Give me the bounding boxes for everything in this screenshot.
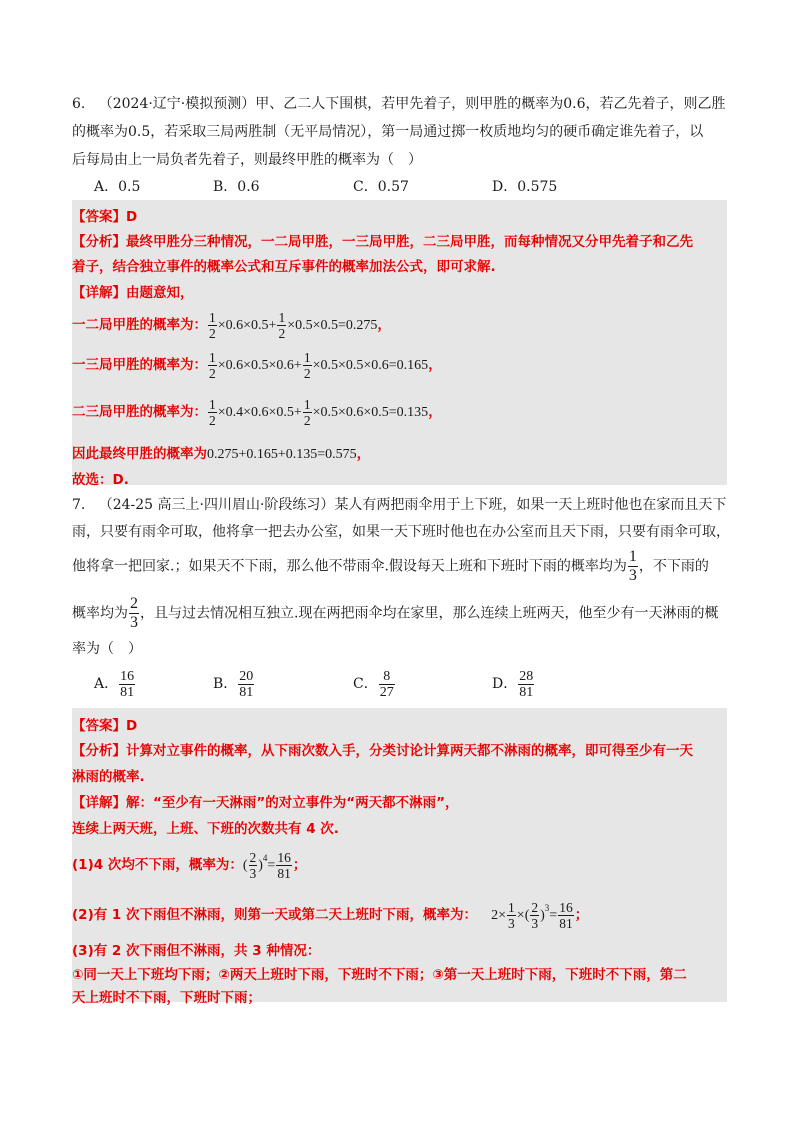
q6-option-b: B．0.6 bbox=[213, 179, 260, 195]
q6-analysis-line2: 着子，结合独立事件的概率公式和互斥事件的概率加法公式，即可求解. bbox=[72, 259, 496, 275]
q6-source: （2024·辽宁·模拟预测） bbox=[98, 96, 256, 112]
q6-case3: 二三局甲胜的概率为： $\frac{1}{2}$ ×0.4×0.6×0.5+ $\frac{1}{2}$ ×0.5×0.6×0.5=0.135， bbox=[72, 396, 442, 428]
q6-total: 因此最终甲胜的概率为0.275+0.165+0.135=0.575， bbox=[72, 446, 371, 462]
q6-option-c: C．0.57 bbox=[353, 179, 409, 195]
q7-detail-line2: 连续上两天班，上班、下班的次数共有 4 次. bbox=[72, 821, 339, 837]
q6-case2: 一三局甲胜的概率为： $\frac{1}{2}$ ×0.6×0.5×0.6+ $\frac{1}{2}$ ×0.5×0.5×0.6=0.165， bbox=[72, 349, 442, 381]
q7-option-c: C． $\frac{8}{27}$ bbox=[353, 668, 394, 700]
q7-case3-label: (3)有 2 次下雨但不淋雨，共 3 种情况： bbox=[72, 943, 321, 959]
q7-option-d: D． $\frac{28}{81}$ bbox=[492, 668, 534, 700]
q7-case2: (2)有 1 次下雨但不淋雨，则第一天或第二天上班时下雨，概率为： 2× $\frac{1}{3}$ ×( $\frac{2}{3}$ )$^3$= $\frac{16}{81}$ ； bbox=[72, 899, 589, 931]
q6-choice: 故选：D. bbox=[72, 472, 129, 488]
q7-line2: 雨，只要有雨伞可取，他将拿一把去办公室，如果一天下班时他也在办公室而且天下雨，只要有雨伞可取， bbox=[72, 524, 730, 540]
q6-line3: 后每局由上一局负者先着子，则最终甲胜的概率为（ ） bbox=[72, 152, 422, 168]
q7-case1: (1)4 次均不下雨，概率为：( $\frac{2}{3}$ )$^4$= $\frac{16}{81}$ ； bbox=[72, 849, 307, 881]
q6-answer: 【答案】D bbox=[72, 209, 138, 225]
q6-case1: 一二局甲胜的概率为： $\frac{1}{2}$ ×0.6×0.5+ $\frac{1}{2}$ ×0.5×0.5=0.275， bbox=[72, 309, 391, 341]
q7-case3-line1: ①同一天上下班均下雨；②两天上班时下雨，下班时不下雨；③第一天上班时下雨，下班时不下雨，第二 bbox=[72, 967, 687, 983]
q7-analysis-line2: 淋雨的概率. bbox=[72, 769, 145, 785]
q7-detail-line1: 【详解】解：“至少有一天淋雨”的对立事件为“两天都不淋雨”， bbox=[72, 795, 459, 811]
q6-detail: 【详解】由题意知， bbox=[72, 285, 194, 301]
q7-option-a: A． $\frac{16}{81}$ bbox=[94, 668, 135, 700]
q7-line3: 他将拿一把回家.；如果天不下雨，那么他不带雨伞.假设每天上班和下班时下雨的概率均为 $\frac{1}{3}$ ，不下雨的 bbox=[72, 548, 709, 584]
q6-line1: 6. （2024·辽宁·模拟预测）甲、乙二人下围棋，若甲先着子，则甲胜的概率为0.6，若乙先着子，则乙胜 bbox=[72, 96, 726, 112]
q7-analysis-line1: 【分析】计算对立事件的概率，从下雨次数入手，分类讨论计算两天都不淋雨的概率，即可得至少有一天 bbox=[72, 743, 693, 759]
q7-case3-line2: 天上班时不下雨，下班时下雨； bbox=[72, 990, 261, 1006]
q7-option-b: B． $\frac{20}{81}$ bbox=[213, 668, 254, 700]
q7-line5: 率为（ ） bbox=[72, 641, 142, 657]
q7-number: 7. bbox=[72, 497, 86, 513]
q6-line2: 的概率为0.5，若采取三局两胜制（无平局情况），第一局通过掷一枚质地均匀的硬币确定谁先着子，以 bbox=[72, 124, 704, 140]
q6-option-a: A．0.5 bbox=[94, 179, 141, 195]
q7-source: （24-25 高三上·四川眉山·阶段练习） bbox=[98, 497, 335, 513]
q7-line1: 7. （24-25 高三上·四川眉山·阶段练习）某人有两把雨伞用于上下班，如果一天上班时他也在家而且天下 bbox=[72, 497, 727, 513]
q7-answer: 【答案】D bbox=[72, 718, 138, 734]
q6-analysis-line1: 【分析】最终甲胜分三种情况，一二局甲胜，一三局甲胜，二三局甲胜，而每种情况又分甲先着子和乙先 bbox=[72, 234, 693, 250]
q7-line4: 概率均为 $\frac{2}{3}$ ，且与过去情况相互独立.现在两把雨伞均在家里，那么连续上班两天，他至少有一天淋雨的概 bbox=[72, 595, 719, 631]
q6-number: 6. bbox=[72, 96, 86, 112]
q6-option-d: D．0.575 bbox=[492, 179, 558, 195]
